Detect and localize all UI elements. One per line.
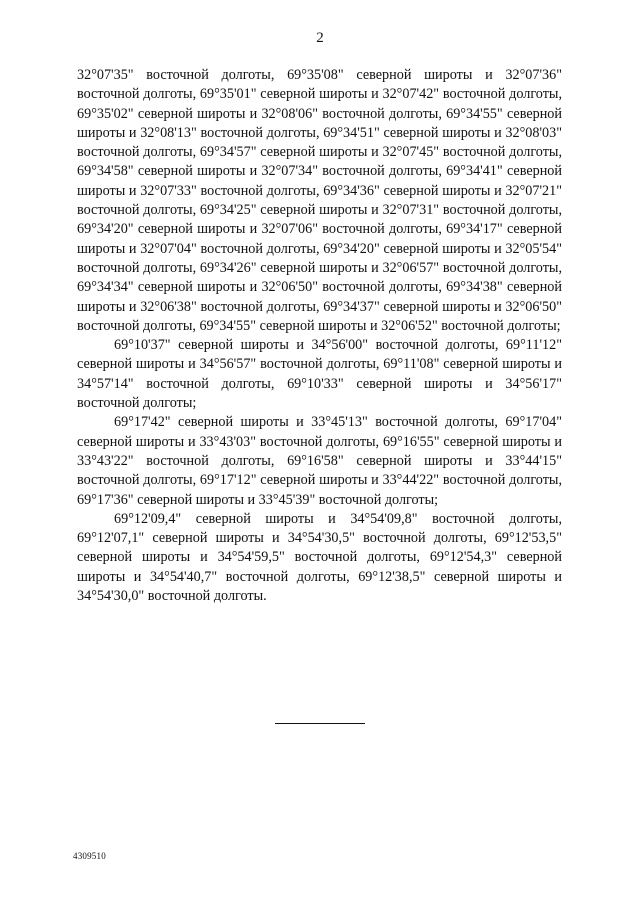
- document-code: 4309510: [73, 851, 106, 861]
- document-body: [77, 66, 562, 606]
- coordinates-paragraph-3: 69°17'42" северной широты и 33°45'13" восточной долготы, 69°17'04" северной широты и 33°43'03" восточной долготы, 69°16'55" северной широты и 33°43'22" восточной долготы, 69°16'58" северной широты и 33°44'15" восточной долготы, 69°17'12" северной широты и 33°44'22" восточной долготы, 69°17'36" северной широты и 33°45'39" восточной долготы;: [77, 414, 562, 508]
- coordinates-paragraph-4: 69°12'09,4" северной широты и 34°54'09,8" восточной долготы, 69°12'07,1" северной широты и 34°54'30,5" восточной долготы, 69°12'53,5" северной широты и 34°54'59,5" восточной долготы, 69°12'54,3" северной широты и 34°54'40,7" восточной долготы, 69°12'38,5" северной широты и 34°54'30,0" восточной долготы.: [77, 510, 562, 605]
- separator-line: [275, 723, 365, 724]
- coordinates-paragraph-2: 69°10'37" северной широты и 34°56'00" восточной долготы, 69°11'12" северной широты и 34°56'57" восточной долготы, 69°11'08" северной широты и 34°57'14" восточной долготы, 69°10'33" северной широты и 34°56'17" восточной долготы;: [77, 337, 562, 412]
- coordinates-paragraph-1: 32°07'35" восточной долготы, 69°35'08" северной широты и 32°07'36" восточной долготы, 69°35'01" северной широты и 32°07'42" восточной долготы, 69°35'02" северной широты и 32°08'06" восточной долготы, 69°34'55" северной широты и 32°08'13" восточной долготы, 69°34'51" северной широты и 32°08'03" восточной долготы, 69°34'57" северной широты и 32°07'45" восточной долготы, 69°34'58" северной широты и 32°07'34" восточной долготы, 69°34'41" северной широты и 32°07'33" восточной долготы, 69°34'36" северной широты и 32°07'21" восточной долготы, 69°34'25" северной широты и 32°07'31" восточной долготы, 69°34'20" северной широты и 32°07'06" восточной долготы, 69°34'17" северной широты и 32°07'04" восточной долготы, 69°34'20" северной широты и 32°05'54" восточной долготы, 69°34'26" северной широты и 32°06'57" восточной долготы, 69°34'34" северной широты и 32°06'50" восточной долготы, 69°34'38" северной широты и 32°06'38" восточной долготы, 69°34'37" северной широты и 32°06'50" восточной долготы, 69°34'55" северной широты и 32°06'52" восточной долготы;: [77, 67, 562, 334]
- page-number: 2: [316, 30, 324, 46]
